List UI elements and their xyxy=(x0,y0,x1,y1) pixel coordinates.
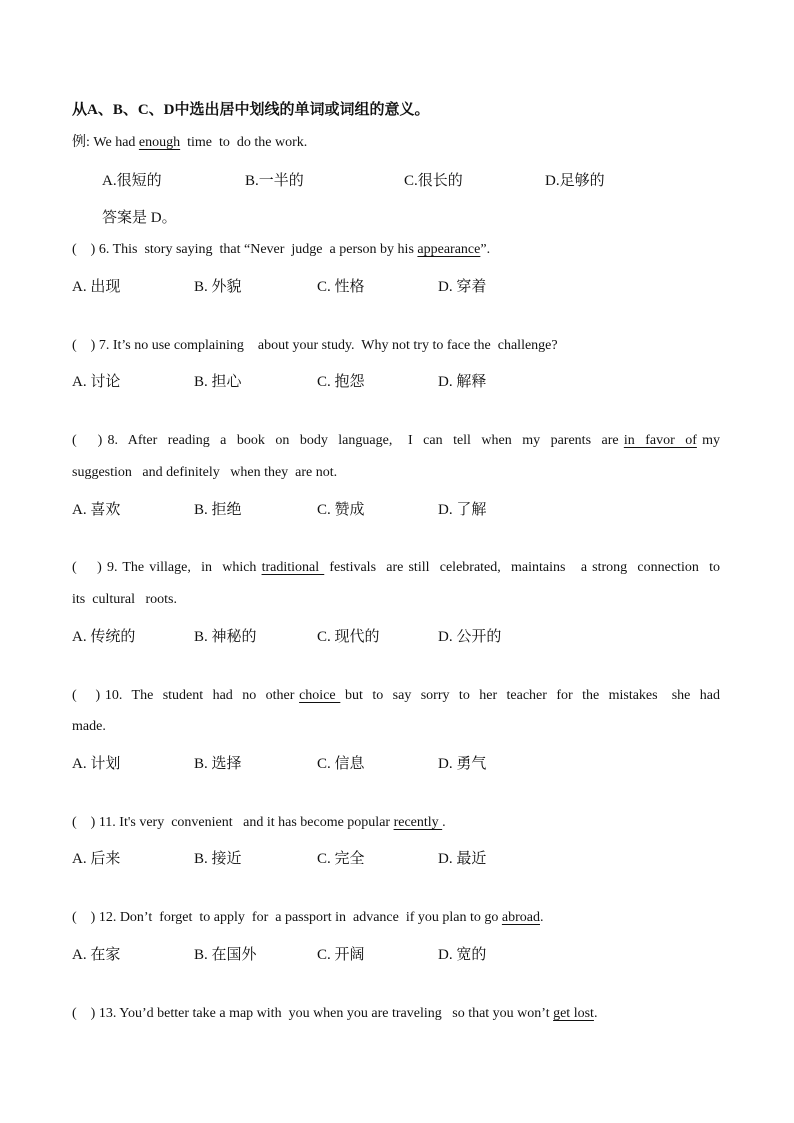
option-a: A. 讨论 xyxy=(72,374,121,390)
option-c: C. 现代的 xyxy=(317,629,380,645)
example-label: 例: xyxy=(72,135,90,150)
question-9-line-2: its cultural roots. xyxy=(72,592,177,607)
underlined-term: appearance xyxy=(417,242,481,257)
question-7: ( ) 7. It’s no use complaining about your study. Why not try to face the challenge? xyxy=(72,338,558,353)
option-a: A. 传统的 xyxy=(72,629,136,645)
option-c: C. 信息 xyxy=(317,756,365,772)
example-sentence: 例: We had enough time to do the work. xyxy=(72,135,308,150)
option-b: B. 接近 xyxy=(194,851,242,867)
option-d: D. 最近 xyxy=(438,851,487,867)
example-option-d: D.足够的 xyxy=(545,173,605,189)
underlined-term: in favor of xyxy=(623,433,697,448)
options-11 xyxy=(72,850,712,868)
example-answer: 答案是 D。 xyxy=(102,210,177,226)
option-b: B. 选择 xyxy=(194,756,242,772)
question-13: ( ) 13. You’d better take a map with you when you are traveling so that you won’t get lost. xyxy=(72,1006,598,1021)
option-d: D. 穿着 xyxy=(438,279,487,295)
question-6: ( ) 6. This story saying that “Never judge a person by his appearance”. xyxy=(72,242,491,257)
instruction: 从A、B、C、D中选出居中划线的单词或词组的意义。 xyxy=(72,102,430,118)
question-10-line-1: ( ) 10. The student had no other choice but to say sorry to her teacher for the mistakes she had xyxy=(72,688,721,703)
options-9 xyxy=(72,628,712,646)
question-8-line-1: ( ) 8. After reading a book on body language, I can tell when my parents are in favor of my xyxy=(72,433,721,448)
option-a: A. 出现 xyxy=(72,279,121,295)
option-b: B. 担心 xyxy=(194,374,242,390)
example-option-c: C.很长的 xyxy=(404,173,463,189)
option-c: C. 完全 xyxy=(317,851,365,867)
options-8 xyxy=(72,501,712,519)
underlined-term: get lost xyxy=(553,1006,594,1021)
example-underlined-word: enough xyxy=(138,135,181,150)
option-a: A. 后来 xyxy=(72,851,121,867)
question-10-line-2: made. xyxy=(72,719,106,734)
options-6 xyxy=(72,278,712,296)
option-b: B. 在国外 xyxy=(194,947,257,963)
option-c: C. 性格 xyxy=(317,279,365,295)
option-d: D. 公开的 xyxy=(438,629,502,645)
option-b: B. 神秘的 xyxy=(194,629,257,645)
option-d: D. 宽的 xyxy=(438,947,487,963)
option-c: C. 赞成 xyxy=(317,502,365,518)
option-d: D. 勇气 xyxy=(438,756,487,772)
option-b: B. 外貌 xyxy=(194,279,242,295)
option-a: A. 计划 xyxy=(72,756,121,772)
example-options xyxy=(102,172,702,190)
option-d: D. 解释 xyxy=(438,374,487,390)
options-12 xyxy=(72,946,712,964)
underlined-term: traditional xyxy=(261,560,325,575)
option-a: A. 喜欢 xyxy=(72,502,121,518)
question-9-line-1: ( ) 9. The village, in which traditional festivals are still celebrated, maintains a strong connection to xyxy=(72,560,720,575)
underlined-term: recently xyxy=(393,815,443,830)
question-12: ( ) 12. Don’t forget to apply for a passport in advance if you plan to go abroad. xyxy=(72,910,544,925)
options-10 xyxy=(72,755,712,773)
example-option-a: A.很短的 xyxy=(102,173,162,189)
option-c: C. 抱怨 xyxy=(317,374,365,390)
example-option-b: B.一半的 xyxy=(245,173,304,189)
option-b: B. 拒绝 xyxy=(194,502,242,518)
option-d: D. 了解 xyxy=(438,502,487,518)
option-a: A. 在家 xyxy=(72,947,121,963)
question-11: ( ) 11. It's very convenient and it has become popular recently . xyxy=(72,815,446,830)
question-8-line-2: suggestion and definitely when they are not. xyxy=(72,465,338,480)
underlined-term: abroad xyxy=(501,910,540,925)
underlined-term: choice xyxy=(299,688,341,703)
options-7 xyxy=(72,373,712,391)
option-c: C. 开阔 xyxy=(317,947,365,963)
